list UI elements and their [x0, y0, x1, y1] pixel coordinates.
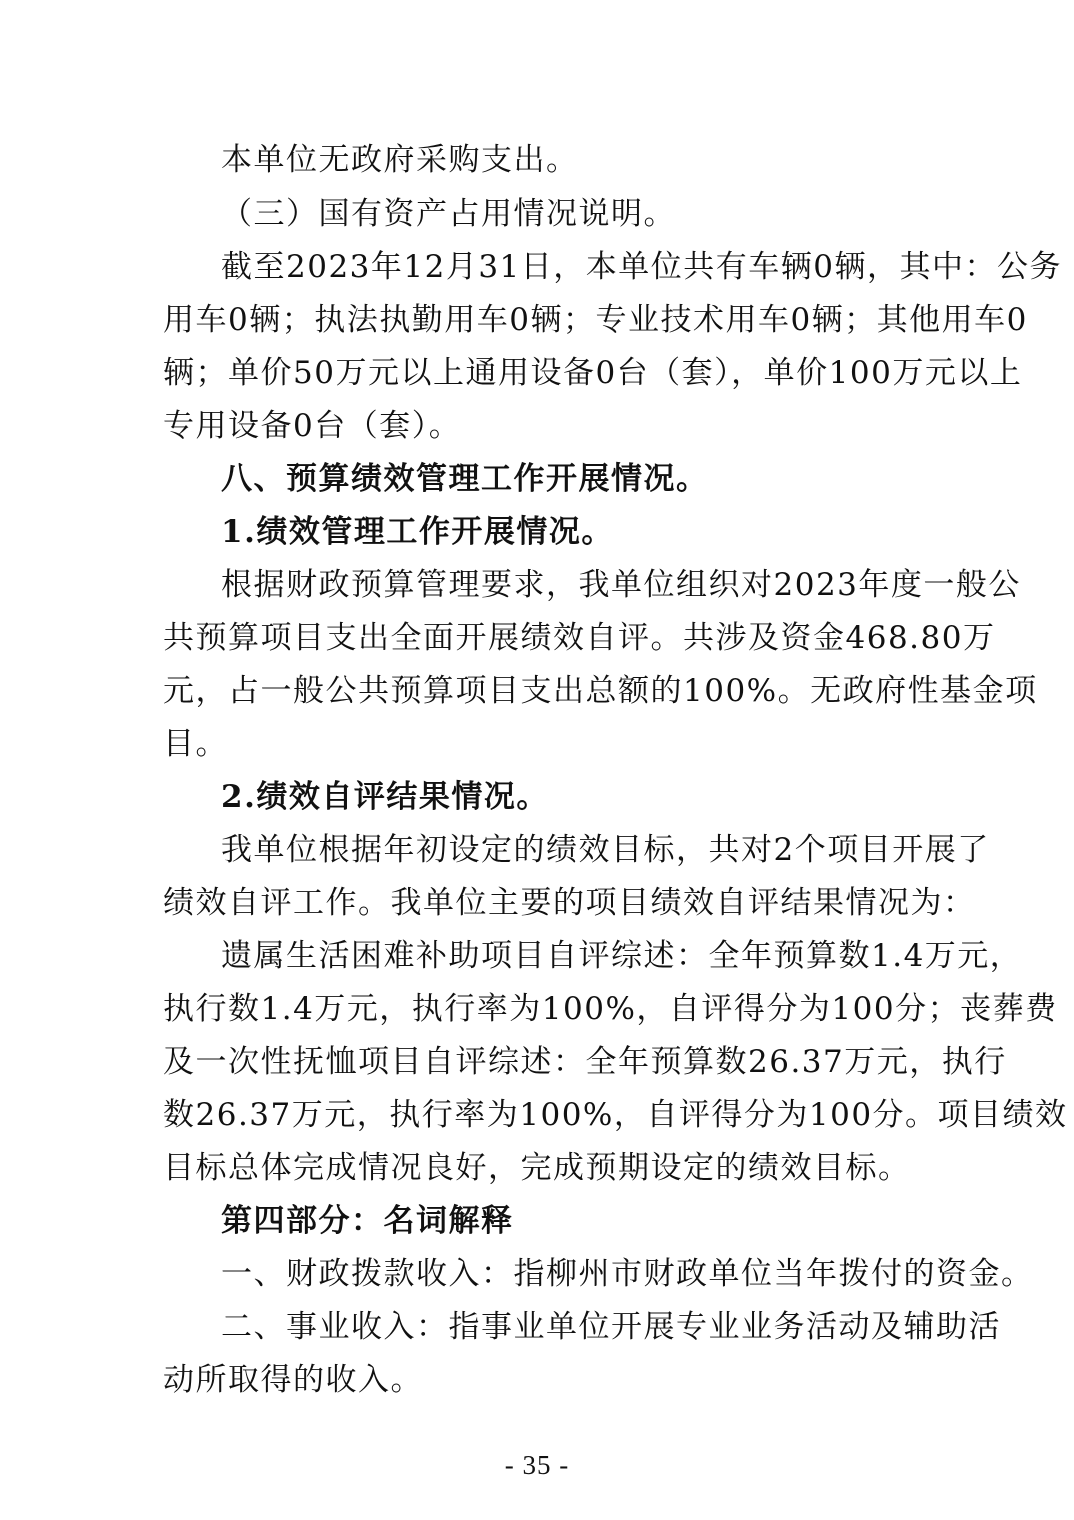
- body-text: 目标总体完成情况良好，完成预期设定的绩效目标。: [163, 1150, 911, 1186]
- body-text: 二、事业收入：指事业单位开展专业业务活动及辅助活: [221, 1309, 1001, 1345]
- body-text: 动所取得的收入。: [163, 1362, 423, 1398]
- body-text: 用车0辆；执法执勤用车0辆；专业技术用车0辆；其他用车0: [163, 302, 1028, 338]
- body-text: 遗属生活困难补助项目自评综述：全年预算数1.4万元，: [221, 938, 1023, 974]
- body-text: 我单位根据年初设定的绩效目标，共对2个项目开展了: [221, 832, 990, 868]
- part-heading: 第四部分：名词解释: [221, 1203, 514, 1239]
- body-text: 截至2023年12月31日，本单位共有车辆0辆，其中：公务: [221, 249, 1063, 285]
- body-text: 一、财政拨款收入：指柳州市财政单位当年拨付的资金。: [221, 1256, 1034, 1292]
- body-text: 辆；单价50万元以上通用设备0台（套），单价100万元以上: [163, 355, 1023, 391]
- body-text: 根据财政预算管理要求，我单位组织对2023年度一般公: [221, 567, 1021, 603]
- body-text: 执行数1.4万元，执行率为100%，自评得分为100分；丧葬费: [163, 991, 1058, 1027]
- subsection-heading: （三）国有资产占用情况说明。: [221, 196, 676, 232]
- body-text: 共预算项目支出全面开展绩效自评。共涉及资金468.80万: [163, 620, 996, 656]
- body-text: 数26.37万元，执行率为100%，自评得分为100分。项目绩效: [163, 1097, 1068, 1133]
- body-text: 专用设备0台（套）。: [163, 408, 462, 444]
- body-text: 本单位无政府采购支出。: [221, 142, 579, 178]
- body-text: 目。: [163, 726, 228, 762]
- body-text: 元，占一般公共预算项目支出总额的100%。无政府性基金项: [163, 673, 1038, 709]
- body-text: 及一次性抚恤项目自评综述：全年预算数26.37万元，执行: [163, 1044, 1007, 1080]
- subsection-heading: 2.绩效自评结果情况。: [221, 779, 549, 815]
- section-heading: 八、预算绩效管理工作开展情况。: [221, 461, 709, 497]
- page-number: - 35 -: [504, 1450, 570, 1480]
- subsection-heading: 1.绩效管理工作开展情况。: [221, 514, 614, 550]
- body-text: 绩效自评工作。我单位主要的项目绩效自评结果情况为：: [163, 885, 976, 921]
